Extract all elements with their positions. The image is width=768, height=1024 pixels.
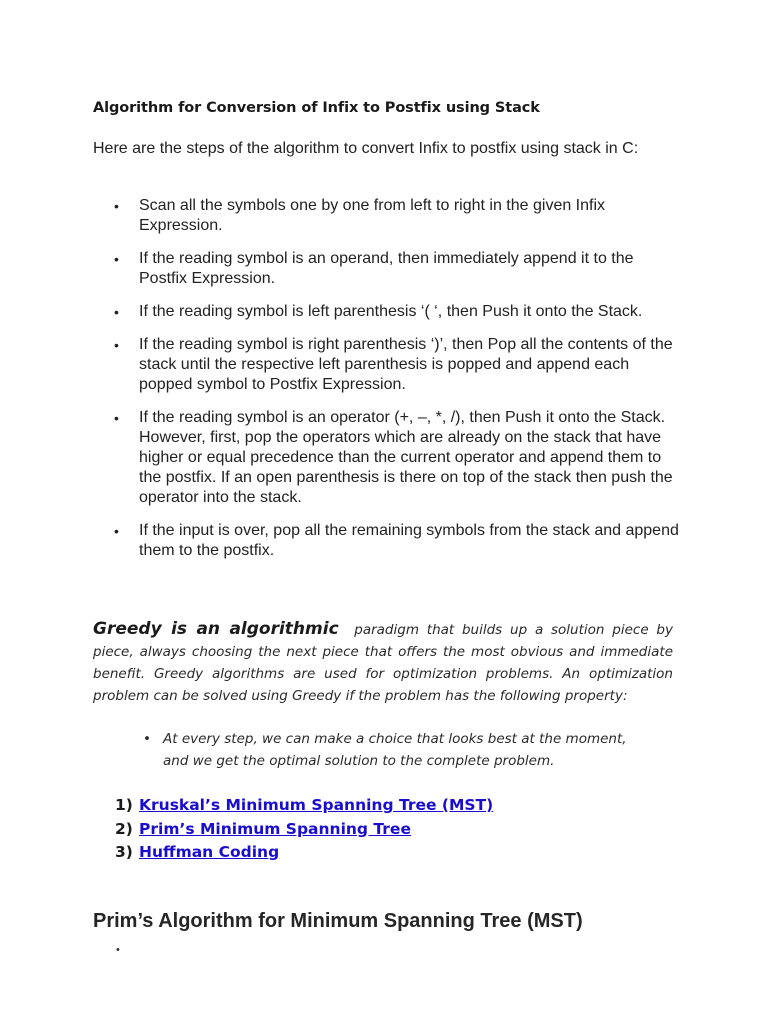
greedy-paragraph bbox=[93, 618, 673, 707]
link-kruskal-mst[interactable]: Kruskal’s Minimum Spanning Tree (MST) bbox=[139, 796, 494, 814]
list-number: 2) bbox=[115, 819, 133, 838]
list-item: • If the reading symbol is an operator (+, –, *, /), then Push it onto the Stack. However, first, pop the operators which are already on the stack that have higher or equal precedence than the current operator and append them to the postfix. If an open parenthesis is there on top of the stack then push the operator into the stack. bbox=[93, 408, 683, 508]
intro-paragraph: Here are the steps of the algorithm to convert Infix to postfix using stack in C: bbox=[93, 140, 639, 157]
greedy-examples-list bbox=[115, 794, 493, 865]
algorithm-steps-list bbox=[93, 196, 683, 574]
greedy-body-text: paradigm that builds up a solution piece by piece, always choosing the next piece that offers the most obvious and immediate benefit. Greedy algorithms are used for optimization problems. An optimization problem can be solved using Greedy if the problem has the following property: bbox=[93, 622, 673, 704]
trailing-bullet: • bbox=[116, 944, 120, 956]
link-prim-mst[interactable]: Prim’s Minimum Spanning Tree bbox=[139, 819, 411, 838]
section-heading-prim: Prim’s Algorithm for Minimum Spanning Tree (MST) bbox=[93, 910, 583, 932]
list-item: • If the input is over, pop all the remaining symbols from the stack and append them to the postfix. bbox=[93, 521, 683, 561]
list-item: • If the reading symbol is left parenthesis ‘( ‘, then Push it onto the Stack. bbox=[93, 302, 683, 322]
list-item: • If the reading symbol is right parenthesis ‘)’, then Pop all the contents of the stack until the respective left parenthesis is popped and append each popped symbol to Postfix Expression. bbox=[93, 335, 683, 395]
list-number: 3) bbox=[115, 843, 133, 861]
list-number: 1) bbox=[115, 796, 133, 814]
list-item: • Scan all the symbols one by one from left to right in the given Infix Expression. bbox=[93, 196, 683, 236]
section-heading-infix-postfix: Algorithm for Conversion of Infix to Postfix using Stack bbox=[93, 100, 540, 116]
greedy-property-bullet: • At every step, we can make a choice that looks best at the moment, and we get the optimal solution to the complete problem. bbox=[139, 728, 633, 772]
list-item: • If the reading symbol is an operand, then immediately append it to the Postfix Expression. bbox=[93, 249, 683, 289]
list-item bbox=[115, 841, 493, 865]
link-huffman-coding[interactable]: Huffman Coding bbox=[139, 843, 280, 861]
list-item bbox=[115, 794, 493, 818]
greedy-lead-text: Greedy is an algorithmic bbox=[93, 619, 339, 639]
list-item bbox=[115, 818, 493, 842]
